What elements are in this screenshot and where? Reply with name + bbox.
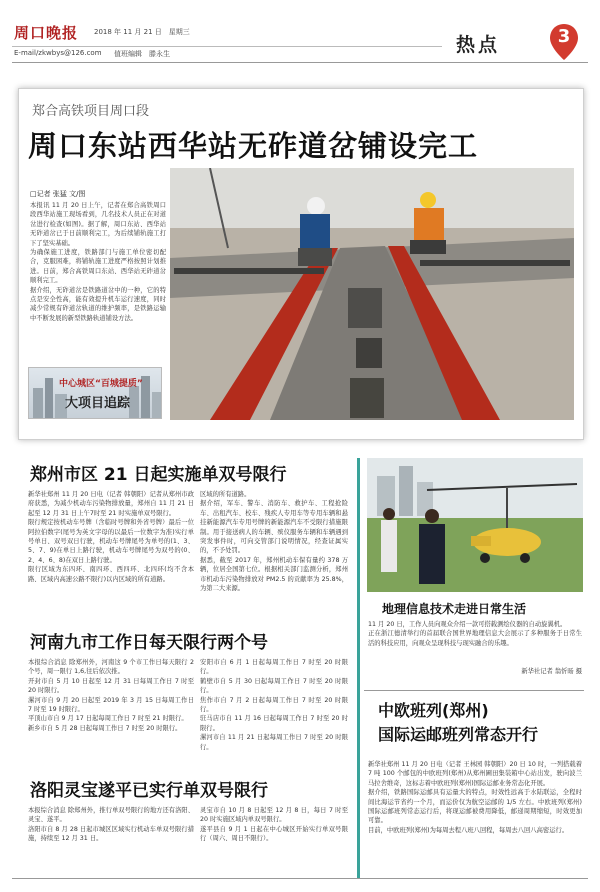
masthead-rule	[12, 46, 442, 47]
promo-line1: 中心城区“百城提质”	[59, 379, 143, 389]
article3-body-right: 安阳市自 6 月 1 日起每周工作日 7 时至 20 时限行。 鹤壁市自 5 月 30 日起每周工作日 7 时至 20 时限行。 焦作市自 7 月 2 日起每周工作日 7 时至 20 时限行。 驻马店市自 11 月 16 日起每周工作日 7 时至 20 时限行。 漯河市自 11 月 21 日起每周工作日 7 时至 20 时限行。	[200, 659, 348, 751]
article4-body-left: 本报综合消息 除郑州外，推行单双号限行的地方还有洛阳、灵宝、遂平。 洛阳市自 8 月 28 日起市城区区域实行机动车单双号限行措施，持续至 12 月 31 日。	[28, 807, 194, 843]
article5-headline-line1: 中欧班列(郑州)	[378, 701, 489, 720]
lead-photo-railway	[170, 168, 574, 420]
masthead-logo: 周口晚报	[14, 24, 79, 42]
column-divider	[357, 458, 360, 878]
lead-body: 本报讯 11 月 20 日上午，记者在郑合高铁周口段西华站施工现场看到，几名技术人员正在对道岔进行检查(如图)。据了解，周口东站、西华站无砟道岔已于日前顺利完工，为后续铺轨施工打下了坚实基础。 为确保施工进度，铁路部门与施工单位密切配合，克服困难，将铺轨施工进度严格按照计划推进。日前，郑合高铁周口东站、西华站无砟道岔顺利完工。 据介绍，无砟道岔是铁路道岔中的一种，它的特点是安全性高，能有效提升机车运行速度，同时减少常规有砟道岔轨道的维护频率，是铁路运输中不断发展的新型铁路轨道铺设方法。	[30, 202, 166, 322]
article2-body-right: 区域的所有道路。 据介绍，军车、警车、消防车、救护车、工程抢险车、出租汽车、校车、残疾人专用车等专用车辆和悬挂新能源汽车专用号牌的新能源汽车不受限行措施限制。用于接送病人的车辆、殡仪服务车辆和车辆遇到突发事件时，可向交管部门说明情况，经查证属实的，不予处罚。 据悉，截至 2017 年，郑州机动车保有量约 378 万辆，位居全国第七位。根据相关部门监测分析，郑州市机动车污染物排放对 PM2.5 的贡献率为 25.8%，为第二大来源。	[200, 491, 348, 593]
photo-story-body: 11 月 20 日，工作人员向观众介绍一款可搭载测绘仪器的自动旋翼机。 正在浙江德清举行的首届联合国世界地理信息大会展示了多种服务于日常生活的科技应用，向观众呈现科技与现实融合的乐趣。	[368, 621, 582, 647]
article4-headline: 洛阳灵宝遂平已实行单双号限行	[30, 781, 268, 801]
gyroplane-illustration	[367, 458, 583, 592]
page-number: 3	[557, 26, 571, 47]
page-bottom-rule	[12, 878, 588, 879]
promo-line2: 大项目追踪	[65, 396, 131, 411]
article2-body-left: 新华社郑州 11 月 20 日电（记者 韩朝阳）记者从郑州市政府获悉，为减少机动车污染物排放量，郑州自 11 月 21 日起至 12 月 31 日上午7时至 21 时实施单双号限行。 限行规定按机动车号牌（含临时号牌和外省号牌）最后一位阿拉伯数字(尾号为英文字母的以最后一位数字为准)实行单号单日、双号双日行驶，机动车号牌尾号为单号的(1、3、5、7、9)在单日上路行驶，机动车号牌尾号为双号的(0、2、4、6、8)在双日上路行驶。 限行区域为东四环、南四环、西四环、北四环(均不含本路、区域内高速公路不限行)以内区域的所有道路。	[28, 491, 194, 583]
photo-story-credit: 新华社记者 翁忻旸 摄	[521, 668, 582, 675]
section-title: 热点	[456, 34, 501, 56]
photo-story-headline: 地理信息技术走进日常生活	[382, 602, 527, 616]
lead-kicker: 郑合高铁项目周口段	[32, 104, 150, 119]
lead-headline: 周口东站西华站无砟道岔铺设完工	[28, 129, 479, 163]
article5-headline-line2: 国际运邮班列常态开行	[378, 725, 539, 744]
lead-byline: □记者 张猛 文/图	[30, 190, 86, 198]
issue-date: 2018 年 11 月 21 日 星期三	[94, 28, 190, 36]
article2-headline: 郑州市区 21 日起实施单双号限行	[30, 465, 287, 485]
page-number-badge	[548, 22, 580, 62]
article3-body-left: 本报综合消息 除郑州外，河南这 9 个市工作日每天限行 2 个号，周一限行 1,6,往后依次推。 开封市自 5 月 10 日起至 12 月 31 日每周工作日 7 时至 20 时限行。 漯河市自 9 月 20 日起至 2019 年 3 月 15 日每周工作日 7 时至 19 时限行。 平顶山市自 9 月 17 日起每周工作日 7 时至 21 时限行。 新乡市自 5 月 28 日起每周工作日 7 时至 20 时限行。	[28, 659, 194, 732]
article5-top-rule	[364, 690, 584, 691]
masthead-bottom-rule	[12, 62, 588, 63]
railway-illustration	[170, 168, 574, 420]
article5-body: 新华社郑州 11 月 20 日电（记者 王林园 韩朝阳）20 日 10 时，一列搭载着 7 吨 100 个邮包的中欧班列(郑州)从郑州圃田集装箱中心站出发，驶向波兰马拉舍维奇，这标志着中欧班列(郑州)国际运邮业务常态化开展。 据介绍，铁路国际运邮具有运量大的特点，时效性远高于水陆联运，全程时间比海运节省约一个月，而运价仅为航空运邮的 1/5 左右。中欧班列(郑州)国际运邮班列常态运行后，将现运邮被费用降低，邮递周期缩短，时效更加可靠。 目前，中欧班列(郑州)为每周去程八班八回程，每周去八回八高密运行。	[368, 761, 582, 834]
project-tracking-promo	[28, 367, 162, 419]
article3-headline: 河南九市工作日每天限行两个号	[30, 633, 268, 653]
contact-email: E-mail/zkwbys@126.com	[14, 49, 102, 57]
photo-gyroplane	[367, 458, 583, 592]
duty-editor: 值班编辑 滕永生	[114, 50, 170, 58]
article4-body-right: 灵宝市自 10 月 8 日起至 12 月 8 日，每日 7 时至 20 时实施区域内单双号限行。 遂平县自 9 月 1 日起在中心城区开始实行单双号限行（周六、周日不限行）。	[200, 807, 348, 843]
